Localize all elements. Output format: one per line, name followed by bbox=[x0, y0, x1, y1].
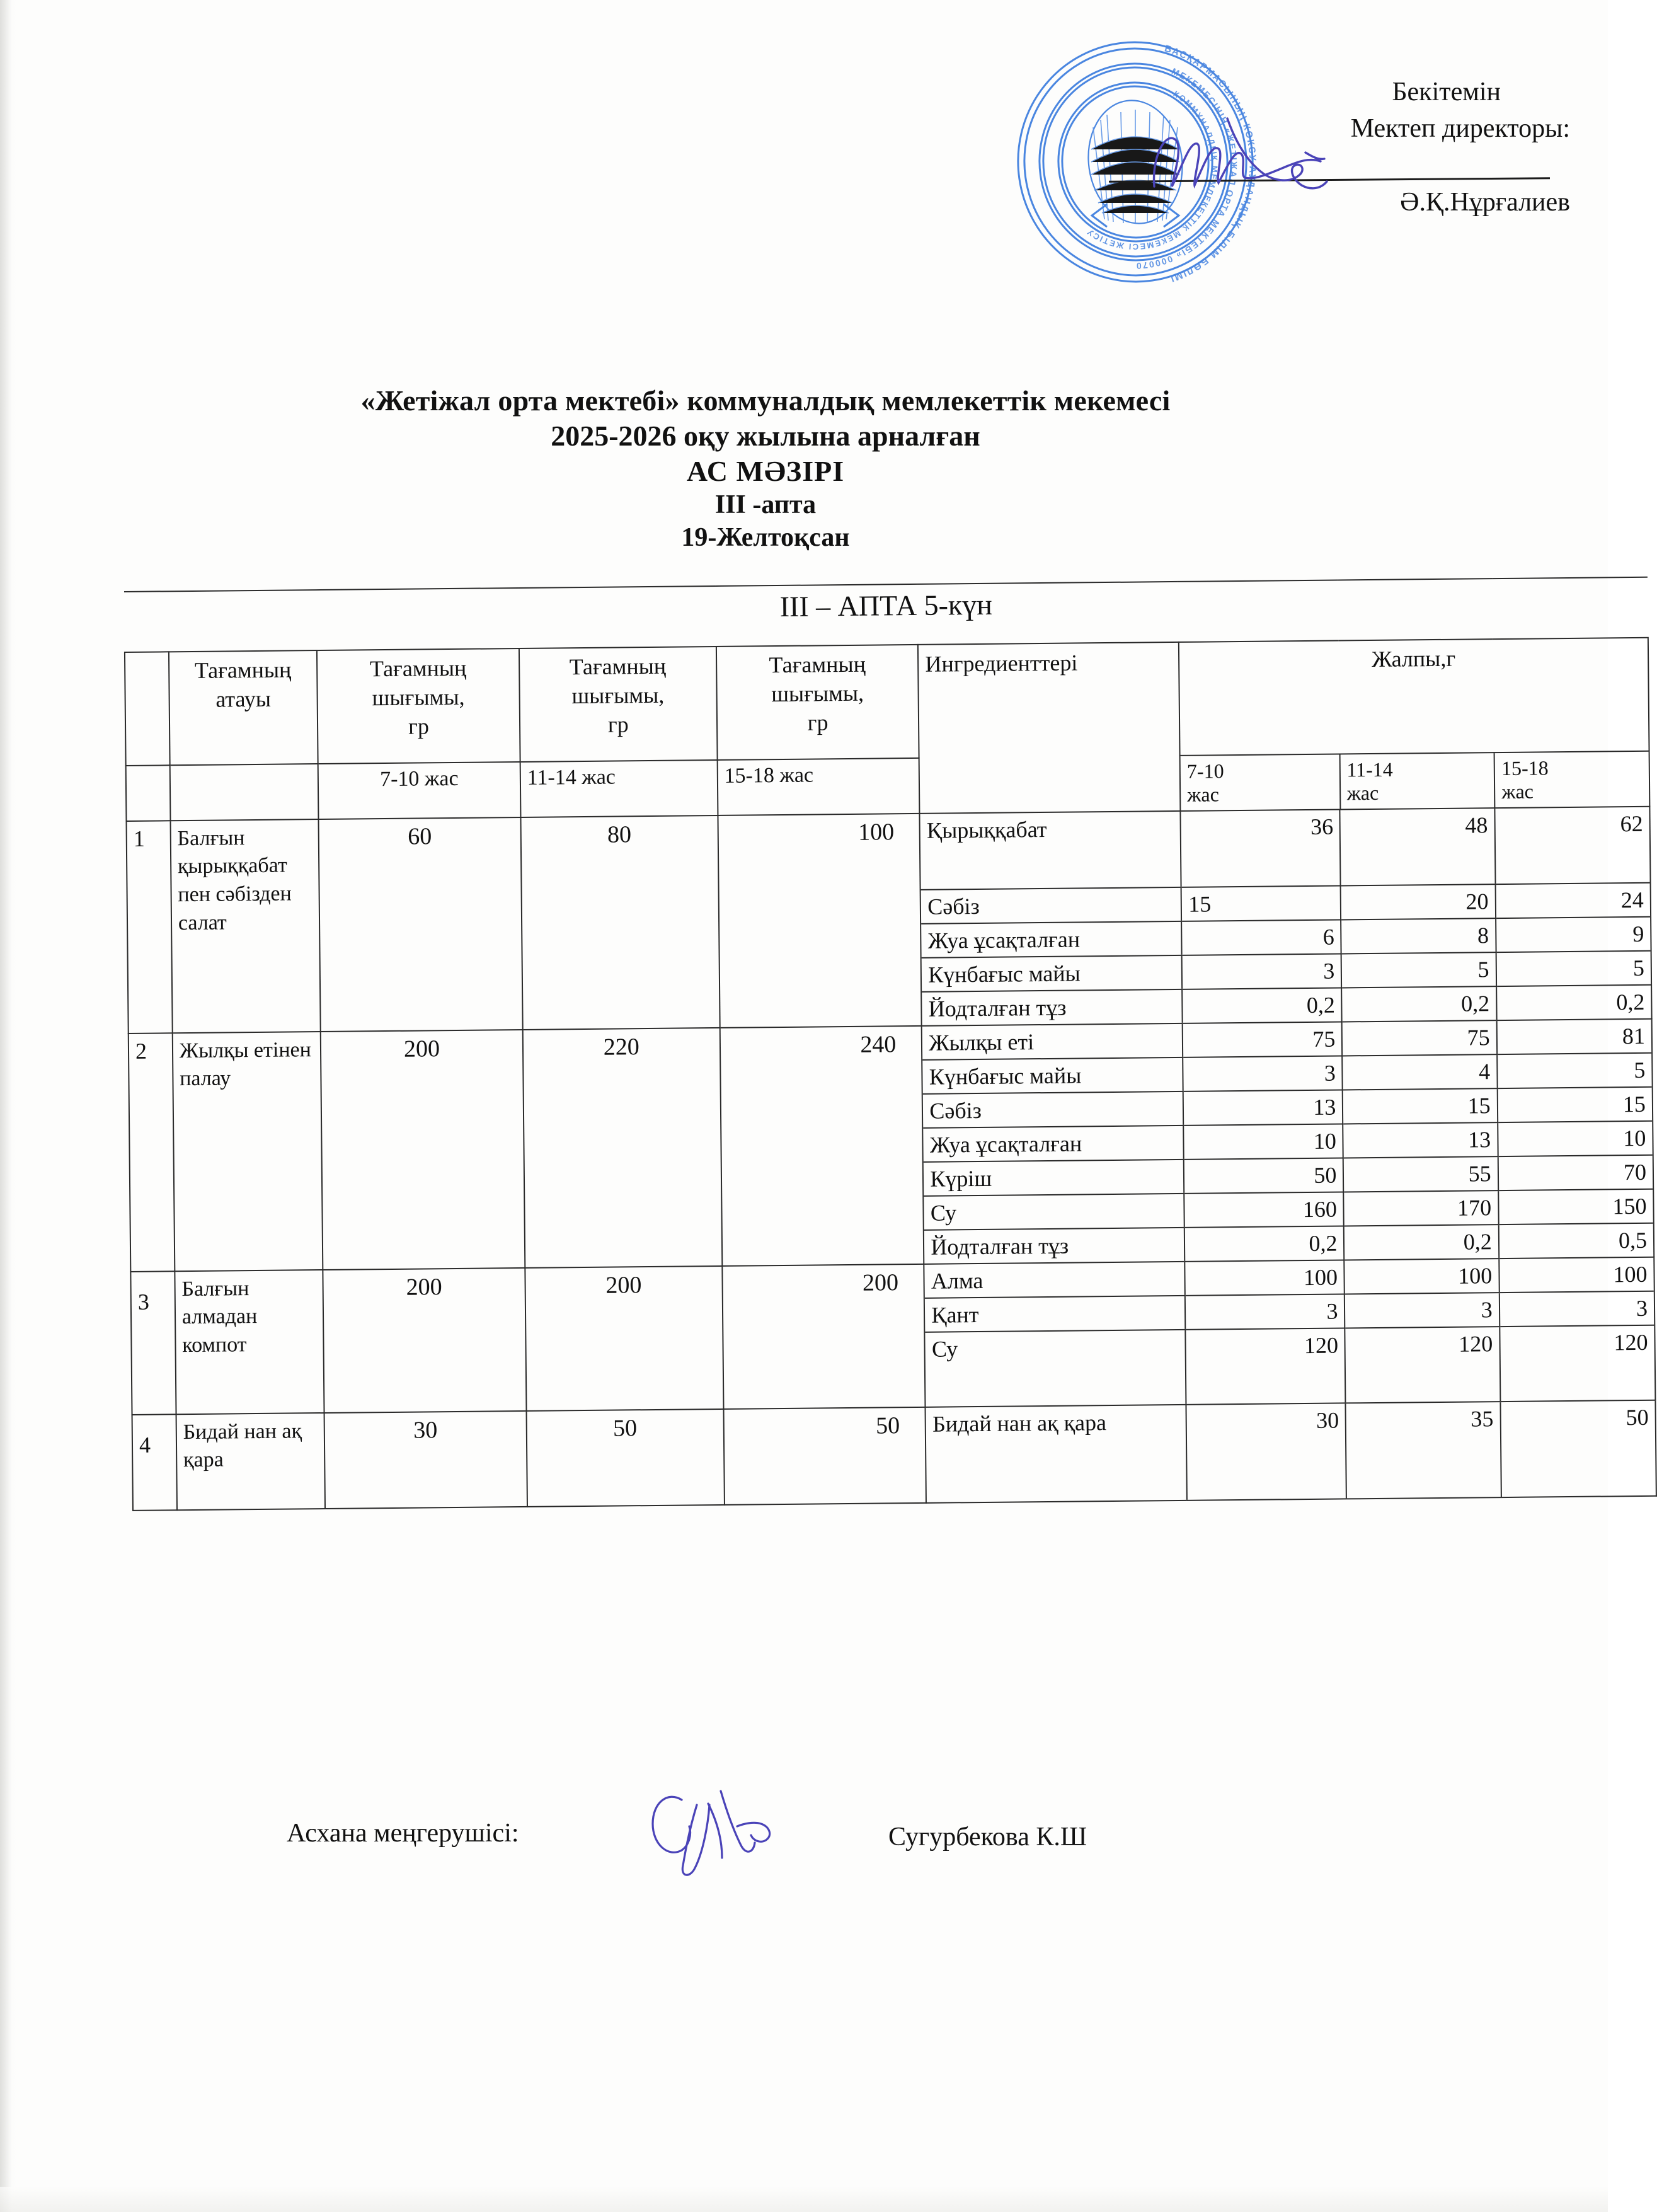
date-label: 19-Желтоқсан bbox=[681, 522, 850, 552]
document-title bbox=[0, 383, 1531, 554]
menu-table-container bbox=[123, 577, 1657, 1511]
age-header-total-11-14: 11-14 жас bbox=[1339, 752, 1495, 809]
ingredient-amount-7-10: 30 bbox=[1186, 1403, 1346, 1499]
ingredient-name: Қырыққабат bbox=[920, 812, 1181, 890]
ingredients-cell bbox=[920, 806, 1652, 1025]
col-header-dish: Тағамның атауы bbox=[169, 650, 318, 765]
ingredients-cell bbox=[924, 1257, 1656, 1407]
ingredient-amount-15-18: 5 bbox=[1496, 950, 1651, 986]
ingredient-name: Су bbox=[931, 1335, 958, 1362]
ingredient-amount-7-10: 75 bbox=[1183, 1022, 1342, 1057]
dish-name: Жылқы етінен палау bbox=[173, 1032, 323, 1271]
ingredient-amount-11-14: 0,2 bbox=[1342, 986, 1497, 1021]
school-name: «Жетіжал орта мектебі» коммуналдық мемлекеттік мекемесі bbox=[360, 384, 1171, 417]
dish-name: Балғын алмадан компот bbox=[175, 1270, 324, 1414]
dish-yield-7-10: 30 bbox=[324, 1411, 527, 1509]
ingredient-name: Йодталған тұз bbox=[928, 994, 1067, 1022]
ingredient-name: Күріш bbox=[924, 1159, 1184, 1195]
ingredient-amount-11-14: 8 bbox=[1341, 918, 1496, 953]
dish-yield-15-18: 100 bbox=[718, 813, 922, 1027]
ingredient-amount-7-10: 0,2 bbox=[1184, 1226, 1344, 1260]
col-header-total: Жалпы,г bbox=[1179, 638, 1649, 756]
ingredient-name: Жуа ұсақталған bbox=[921, 921, 1182, 957]
ingredient-amount-15-18: 5 bbox=[1497, 1052, 1652, 1088]
academic-year: 2025-2026 оқу жылына арналған bbox=[551, 420, 980, 452]
ingredient-amount-15-18: 3 bbox=[1499, 1291, 1654, 1326]
table-row bbox=[130, 1257, 1655, 1414]
ingredient-amount-15-18: 50 bbox=[1500, 1400, 1656, 1496]
ingredient-amount-7-10: 6 bbox=[1182, 919, 1342, 955]
ingredient-amount-11-14: 48 bbox=[1340, 809, 1495, 885]
row-number: 1 bbox=[126, 821, 172, 1034]
col-header-yield-15-18: Тағамның шығымы, гр bbox=[716, 645, 919, 760]
ingredient-name: Жылқы еті bbox=[922, 1023, 1183, 1059]
menu-table bbox=[123, 577, 1657, 1511]
ingredient-amount-15-18: 120 bbox=[1499, 1325, 1654, 1400]
ingredient-amount-15-18: 70 bbox=[1498, 1155, 1653, 1190]
ingredient-amount-7-10: 160 bbox=[1184, 1192, 1345, 1227]
table-row bbox=[126, 806, 1651, 1033]
svg-text:МЕКЕМЕСІНІҢ «ЖЕТІЖАЛ ОРТА МЕКТ: МЕКЕМЕСІНІҢ «ЖЕТІЖАЛ ОРТА МЕКТЕБІ» 000070 bbox=[1135, 66, 1239, 272]
ingredient-row bbox=[926, 1325, 1655, 1406]
ingredient-name: Сәбіз bbox=[923, 1091, 1184, 1127]
ingredient-amount-11-14: 100 bbox=[1345, 1259, 1499, 1294]
ingredient-amount-7-10: 10 bbox=[1184, 1124, 1344, 1159]
ingredient-name: Күнбағыс майы bbox=[923, 1057, 1184, 1093]
ingredient-amount-15-18: 15 bbox=[1497, 1086, 1652, 1122]
dish-yield-7-10: 200 bbox=[321, 1030, 525, 1270]
ingredient-amount-11-14: 5 bbox=[1341, 952, 1496, 988]
cook-name: Сугурбекова К.Ш bbox=[888, 1823, 1087, 1852]
ingredient-name: Сәбіз bbox=[921, 887, 1182, 923]
ingredient-amount-11-14: 170 bbox=[1344, 1190, 1499, 1226]
ingredient-amount-7-10: 36 bbox=[1181, 810, 1341, 887]
ingredient-amount-11-14: 75 bbox=[1342, 1021, 1497, 1056]
dish-name: Бидай нан ақ қара bbox=[176, 1413, 325, 1510]
scan-edge-shadow bbox=[0, 0, 16, 2212]
ingredient-amount-15-18: 9 bbox=[1496, 916, 1651, 952]
ingredient-name: Қант bbox=[925, 1295, 1186, 1332]
col-header-yield-7-10: Тағамның шығымы, гр bbox=[317, 648, 520, 764]
ingredient-amount-15-18: 10 bbox=[1498, 1120, 1653, 1156]
age-header-yield-15-18: 15-18 жас bbox=[717, 758, 919, 815]
age-header-total-7-10: 7-10 жас bbox=[1180, 754, 1340, 810]
ingredient-amount-11-14: 13 bbox=[1343, 1122, 1498, 1158]
dish-yield-15-18: 200 bbox=[722, 1264, 926, 1408]
dish-yield-11-14: 50 bbox=[526, 1409, 724, 1507]
ingredient-amount-15-18: 24 bbox=[1495, 882, 1650, 918]
signature-rule bbox=[1109, 177, 1550, 182]
ingredient-amount-15-18: 0,5 bbox=[1498, 1223, 1653, 1257]
ingredient-name: Су bbox=[924, 1193, 1185, 1230]
ingredient-amount-11-14: 55 bbox=[1343, 1156, 1498, 1192]
ingredient-row bbox=[926, 1400, 1656, 1502]
dish-yield-11-14: 80 bbox=[520, 815, 720, 1030]
ingredient-amount-11-14: 120 bbox=[1345, 1327, 1500, 1402]
ingredient-amount-15-18: 150 bbox=[1498, 1189, 1653, 1224]
table-header-row bbox=[125, 638, 1649, 766]
ingredient-amount-7-10: 3 bbox=[1182, 953, 1342, 989]
ingredient-amount-7-10: 100 bbox=[1185, 1260, 1345, 1295]
ingredient-amount-15-18: 100 bbox=[1499, 1257, 1654, 1292]
week-day-banner: III – АПТА 5-күн bbox=[124, 577, 1648, 652]
ingredient-amount-15-18: 81 bbox=[1496, 1019, 1651, 1054]
scan-edge-shadow-bottom bbox=[0, 2187, 1608, 2212]
ingredient-name: Жуа ұсақталған bbox=[924, 1125, 1184, 1161]
ingredient-name: Алма bbox=[925, 1262, 1186, 1298]
col-header-number bbox=[125, 652, 170, 766]
ingredient-amount-11-14: 3 bbox=[1345, 1293, 1499, 1328]
ingredient-row bbox=[924, 1223, 1653, 1263]
ingredient-amount-11-14: 0,2 bbox=[1344, 1224, 1499, 1259]
ingredient-amount-7-10: 50 bbox=[1184, 1158, 1344, 1193]
ingredient-amount-7-10: 120 bbox=[1186, 1328, 1346, 1403]
row-number: 4 bbox=[132, 1414, 177, 1511]
ingredient-name: Күнбағыс майы bbox=[922, 955, 1183, 991]
dish-yield-11-14: 220 bbox=[523, 1028, 723, 1268]
age-header-spacer bbox=[126, 765, 171, 821]
ingredients-cell bbox=[926, 1400, 1656, 1502]
dish-yield-15-18: 240 bbox=[720, 1025, 924, 1265]
age-header-yield-11-14: 11-14 жас bbox=[520, 760, 718, 817]
ingredient-amount-11-14: 20 bbox=[1341, 884, 1496, 919]
director-name: Ә.Қ.Нұрғалиев bbox=[1400, 187, 1570, 217]
ingredient-amount-7-10: 0,2 bbox=[1183, 988, 1342, 1022]
table-row bbox=[129, 1018, 1654, 1271]
row-number: 3 bbox=[130, 1271, 176, 1415]
ingredient-amount-7-10: 3 bbox=[1183, 1056, 1343, 1091]
col-header-yield-11-14: Тағамның шығымы, гр bbox=[519, 647, 718, 762]
approval-label: Бекітемін bbox=[1392, 78, 1501, 107]
ingredient-amount-11-14: 4 bbox=[1343, 1054, 1498, 1090]
cook-role-label: Асхана меңгерушісі: bbox=[287, 1819, 519, 1848]
dish-yield-15-18: 50 bbox=[723, 1407, 926, 1504]
age-header-yield-7-10: 7-10 жас bbox=[318, 762, 520, 819]
approval-block bbox=[1109, 76, 1575, 219]
dish-yield-7-10: 60 bbox=[319, 817, 523, 1032]
age-header-dish-spacer bbox=[169, 764, 318, 821]
ingredient-amount-7-10: 15 bbox=[1181, 885, 1341, 921]
table-row bbox=[132, 1400, 1656, 1510]
ingredient-row bbox=[920, 807, 1650, 889]
dish-yield-7-10: 200 bbox=[323, 1268, 526, 1413]
svg-text:КОММУНАЛДЫҚ МЕМЛЕКЕТТІК МЕКЕМЕ: КОММУНАЛДЫҚ МЕМЛЕКЕТТІК МЕКЕМЕСІ ЖЕТІСУ bbox=[1084, 88, 1220, 252]
ingredient-name: Йодталған тұз bbox=[931, 1233, 1069, 1260]
ingredient-amount-7-10: 3 bbox=[1185, 1294, 1345, 1329]
row-number: 2 bbox=[129, 1033, 175, 1272]
cook-signature bbox=[643, 1763, 788, 1883]
week-label: III -апта bbox=[714, 490, 817, 520]
col-header-ingredients: Ингредиенттері bbox=[918, 642, 1180, 814]
ingredient-row bbox=[922, 984, 1651, 1025]
ingredient-amount-15-18: 0,2 bbox=[1496, 984, 1651, 1019]
ingredient-amount-7-10: 13 bbox=[1183, 1090, 1343, 1125]
menu-table-body bbox=[126, 806, 1656, 1510]
age-header-total-15-18: 15-18 жас bbox=[1494, 751, 1650, 808]
director-role-label: Мектеп директоры: bbox=[1350, 113, 1570, 143]
dish-name: Балғын қырыққабат пен сәбізден салат bbox=[170, 819, 321, 1033]
ingredient-name: Бидай нан ақ қара bbox=[932, 1409, 1107, 1437]
svg-text:БАСҚАРМАСЫНЫҢ КӨКСУ АУДАНДЫҚ Б: БАСҚАРМАСЫНЫҢ КӨКСУ АУДАНДЫҚ БІЛІМ БӨЛІМІ bbox=[1163, 43, 1258, 285]
ingredient-amount-15-18: 62 bbox=[1494, 807, 1649, 884]
dish-yield-11-14: 200 bbox=[525, 1266, 723, 1411]
ingredients-cell bbox=[922, 1018, 1654, 1264]
menu-heading: АС МӘЗІРІ bbox=[686, 455, 845, 488]
ingredient-amount-11-14: 35 bbox=[1346, 1402, 1501, 1498]
ingredient-amount-11-14: 15 bbox=[1343, 1088, 1498, 1124]
